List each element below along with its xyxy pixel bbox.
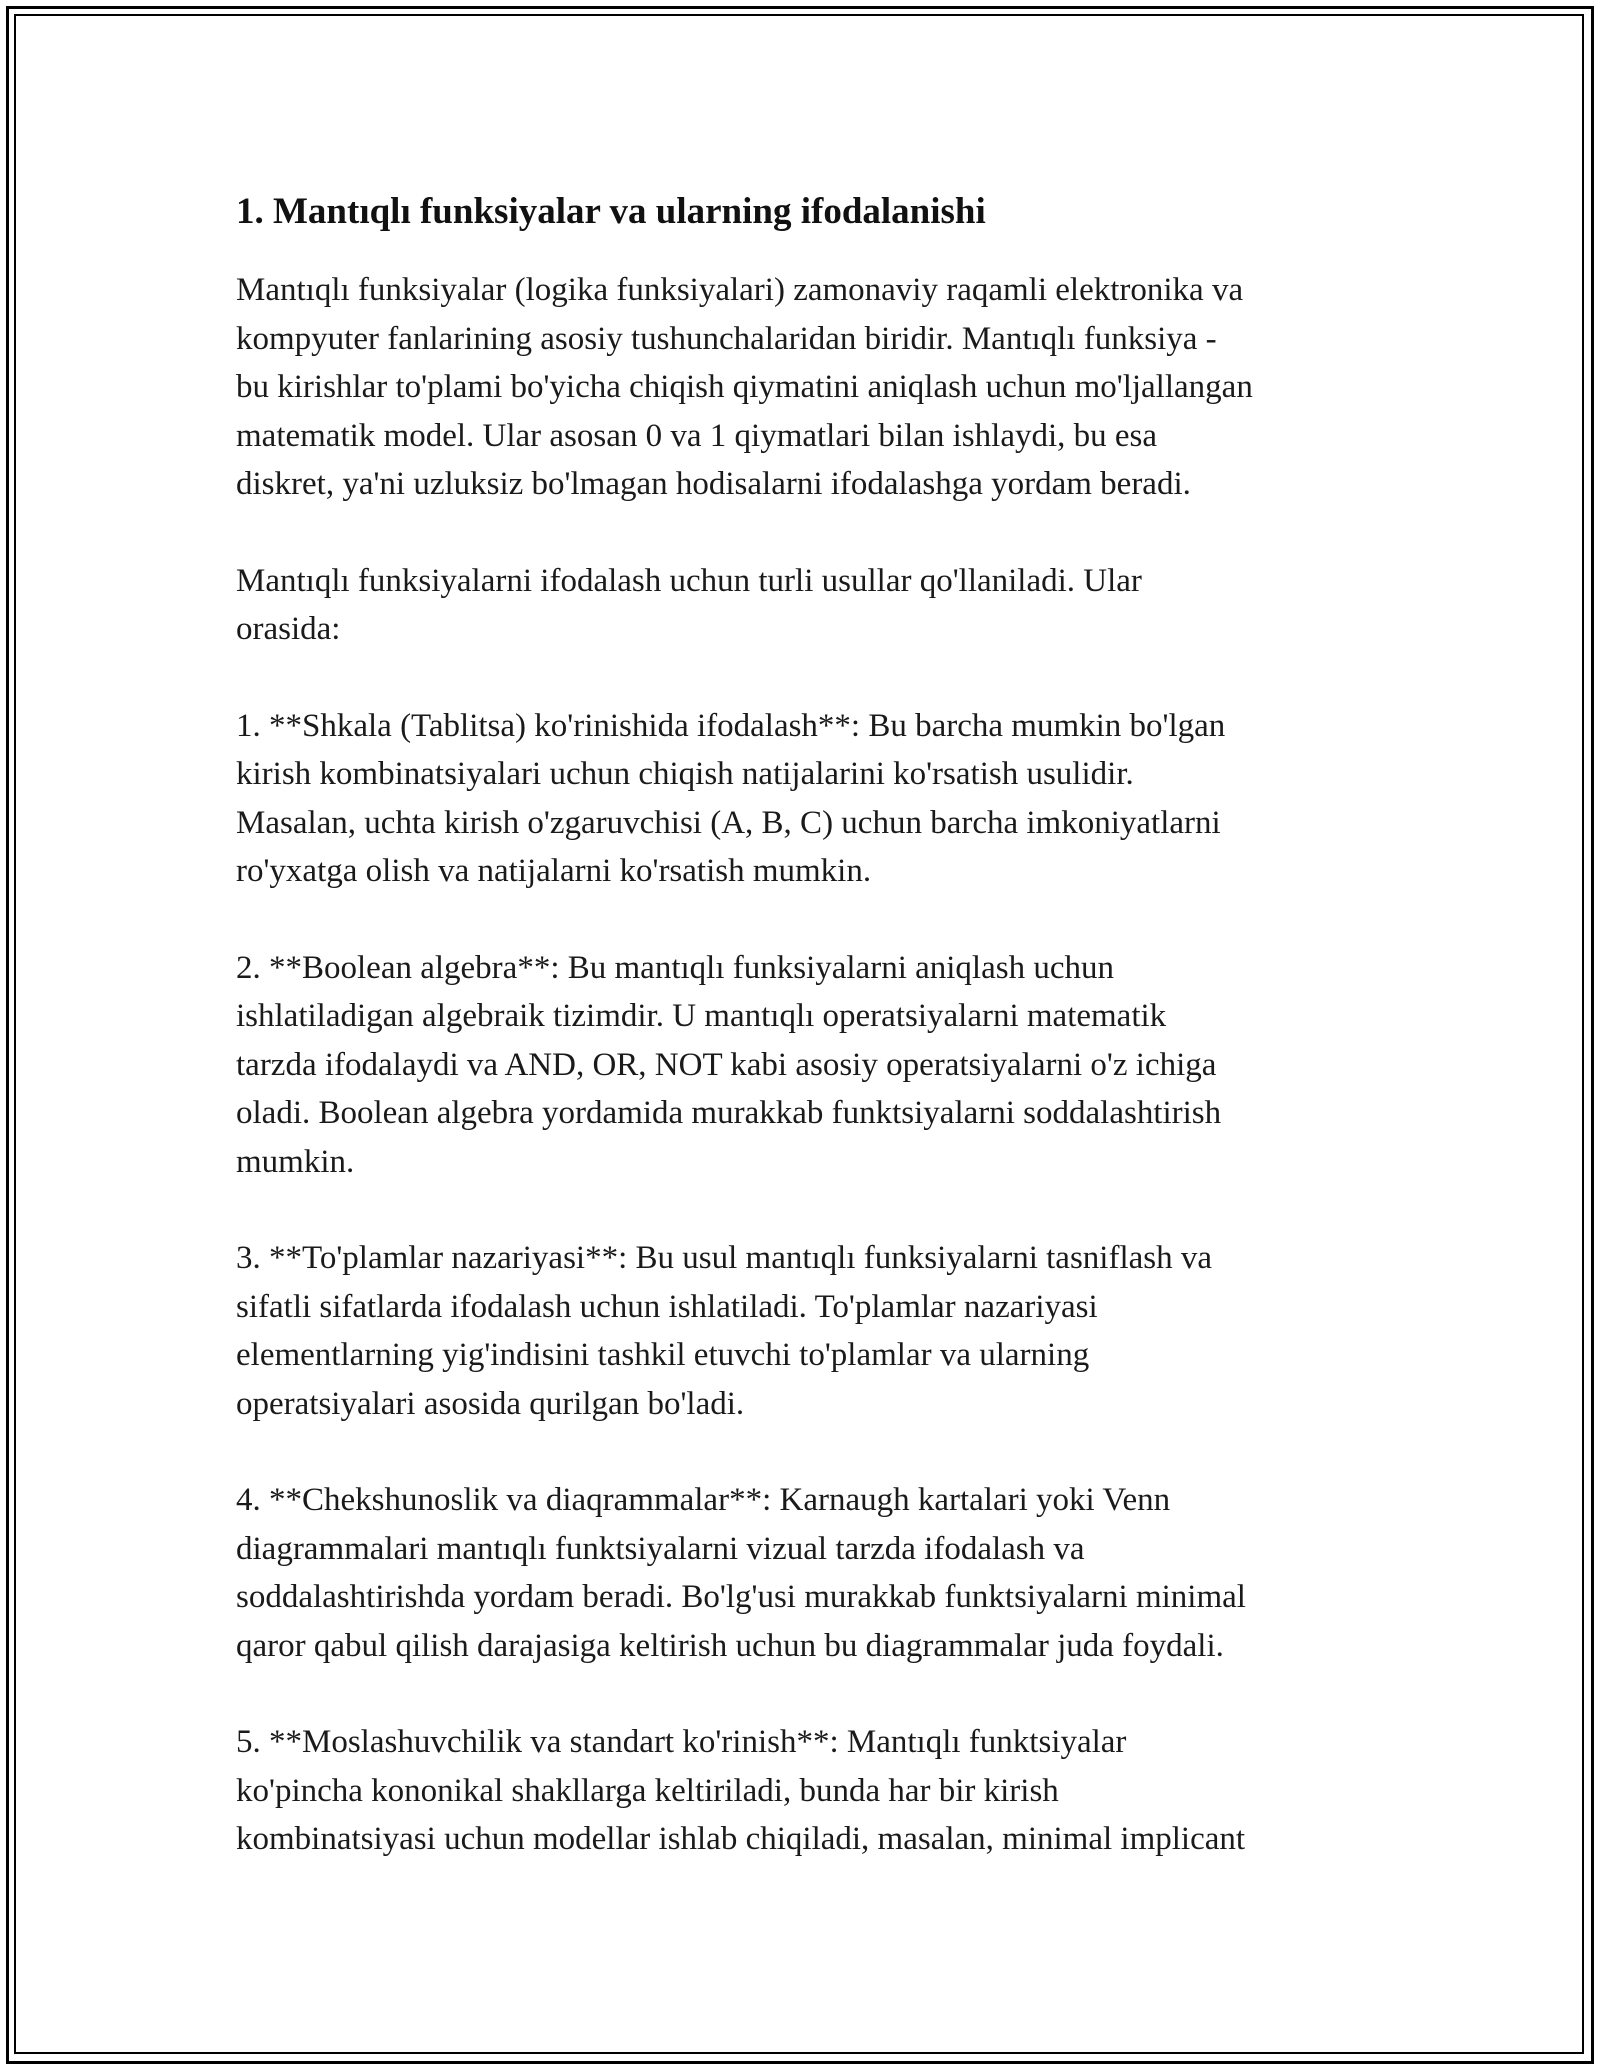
list-item-3: 3. **To'plamlar nazariyasi**: Bu usul mantıqlı funksiyalarni tasniflash va sifatli sifatlarda ifodalash uchun ishlatiladi. To'plamlar nazariyasi elementlarning yig'indisini tashkil etuvchi to'plamlar va ularning operatsiyalari asosida qurilgan bo'ladi.: [236, 1240, 1213, 1422]
section-heading: 1. Mantıqlı funksiyalar va ularning ifodalanishi: [236, 191, 986, 232]
list-item-4: 4. **Chekshunoslik va diaqrammalar**: Karnaugh kartalari yoki Venn diagrammalari mantıqlı funktsiyalarni vizual tarzda ifodalash va soddalashtirishda yordam beradi. Bo'lg'usi murakkab funktsiyalarni minimal qaror qabul qilish darajasiga keltirish uchun bu diagrammalar juda foydali.: [236, 1482, 1246, 1664]
paragraph-methods-lead: Mantıqlı funksiyalarni ifodalash uchun turli usullar qo'llaniladi. Ular orasida:: [236, 562, 1142, 647]
list-item-1: 1. **Shkala (Tablitsa) ko'rinishida ifodalash**: Bu barcha mumkin bo'lgan kirish kombinatsiyalari uchun chiqish natijalarini ko'rsatish usulidir. Masalan, uchta kirish o'zgaruvchisi (A, B, C) uchun barcha imkoniyatlarni ro'yxatga olish va natijalarni ko'rsatish mumkin.: [236, 707, 1226, 889]
paragraph-intro: Mantıqlı funksiyalar (logika funksiyalari) zamonaviy raqamli elektronika va kompyuter fanlarining asosiy tushunchalaridan biridir. Mantıqlı funksiya - bu kirishlar to'plami bo'yicha chiqish qiymatini aniqlash uchun mo'ljallangan matematik model. Ular asosan 0 va 1 qiymatlari bilan ishlaydi, bu esa diskret, ya'ni uzluksiz bo'lmagan hodisalarni ifodalashga yordam beradi.: [236, 272, 1253, 502]
document-body: [236, 188, 1386, 1912]
list-item-5: 5. **Moslashuvchilik va standart ko'rinish**: Mantıqlı funktsiyalar ko'pincha kononikal shakllarga keltiriladi, bunda har bir kirish kombinatsiyasi uchun modellar ishlab chiqiladi, masalan, minimal implicant: [236, 1724, 1246, 1857]
list-item-2: 2. **Boolean algebra**: Bu mantıqlı funksiyalarni aniqlash uchun ishlatiladigan algebraik tizimdir. U mantıqlı operatsiyalarni matematik tarzda ifodalaydi va AND, OR, NOT kabi asosiy operatsiyalarni o'z ichiga oladi. Boolean algebra yordamida murakkab funktsiyalarni soddalashtirish mumkin.: [236, 949, 1222, 1180]
